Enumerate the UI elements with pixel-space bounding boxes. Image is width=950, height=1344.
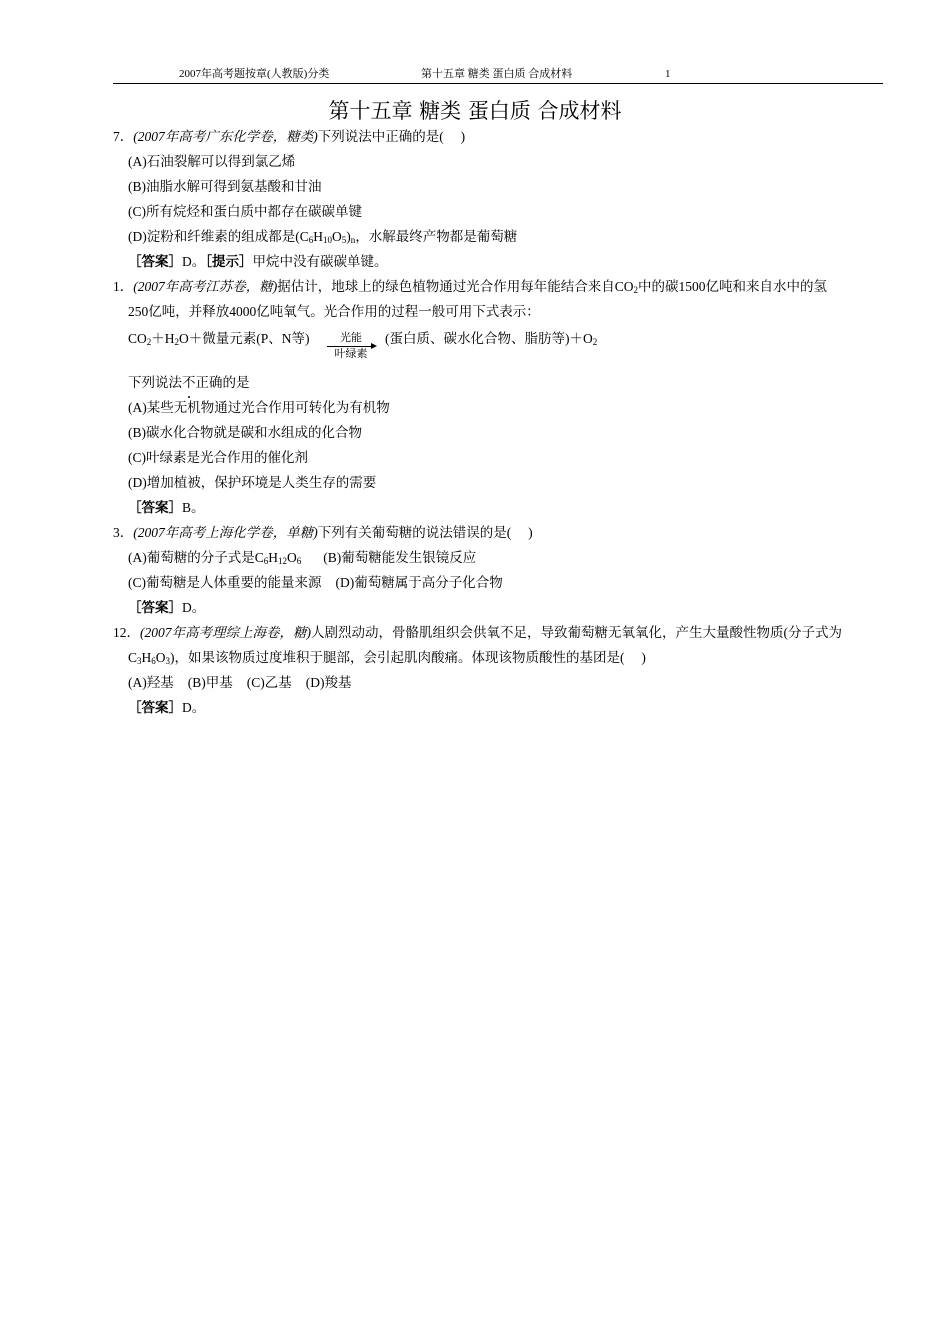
photosynthesis-equation (113, 324, 883, 370)
q7-option-a: (A)石油裂解可以得到氯乙烯 (128, 154, 296, 169)
document-body (113, 124, 883, 720)
answer-value: B。 (182, 500, 205, 515)
q12-options (113, 670, 883, 695)
q12-option-c: (C)乙基 (246, 675, 292, 690)
arrow-condition-bottom: 叶绿素 (334, 348, 368, 360)
q1-stem: 1．(2007年高考江苏卷，糖)据估计，地球上的绿色植物通过光合作用每年能结合来自$CO_2$中的碳1500亿吨和来自水中的氢 (113, 279, 828, 295)
answer-value: D。 (182, 254, 206, 269)
q1-source: (2007年高考江苏卷，糖) (133, 279, 278, 294)
q12-option-b: (B)甲基 (187, 675, 233, 690)
q7-source: (2007年高考广东化学卷，糖类) (133, 129, 318, 144)
q1-answer (113, 495, 883, 520)
q1-option-a: (A)某些无机物通过光合作用可转化为有机物 (128, 400, 390, 415)
emphasis-dot-text: 不 (182, 370, 196, 395)
q12-stem (113, 620, 883, 645)
header-book-title: 2007年高考题按章(人教版)分类 (179, 68, 330, 80)
q7-number: 7． (113, 129, 134, 144)
arrow-condition-top: 光能 (340, 332, 362, 344)
page-header (113, 66, 883, 82)
answer-label: ［答案］ (128, 600, 182, 615)
q7-option-c: (C)所有烷烃和蛋白质中都存在碳碳单键 (128, 204, 362, 219)
q3-options-cd (113, 570, 883, 595)
q1-question: 下列说法不正确的是 (113, 370, 883, 395)
equation-products: (蛋白质、碳水化合物、脂肪等)$+O_2$ (385, 331, 598, 347)
q12-option-a: (A)羟基 (128, 675, 174, 690)
q3-number: 3． (113, 525, 134, 540)
answer-value: D。 (182, 600, 206, 615)
q3-answer (113, 595, 883, 620)
q7-text: 下列说法中正确的是( ) (317, 129, 466, 144)
q3-option-d: (D)葡萄糖属于高分子化合物 (335, 575, 503, 590)
q12-stem-continued: $C_3H_6O_3$)，如果该物质过度堆积于腿部，会引起肌肉酸痛。体现该物质酸性的基团是( ) (128, 650, 646, 666)
header-chapter: 第十五章 糖类 蛋白质 合成材料 (421, 68, 573, 80)
q12-option-d: (D)羧基 (305, 675, 352, 690)
equation-reactants: $CO_2+H_2O+$微量元素(P、N等) (128, 331, 310, 347)
q12-text: 人剧烈动动，骨骼肌组织会供氧不足，导致葡萄糖无氧氧化，产生大量酸性物质(分子式为 (311, 625, 842, 640)
q1-option-d: (D)增加植被，保护环境是人类生存的需要 (128, 475, 377, 490)
hint-text: 甲烷中没有碳碳单键。 (252, 254, 388, 269)
header-page-number: 1 (665, 68, 671, 80)
q12-answer (113, 695, 883, 720)
q7-answer (113, 249, 883, 274)
arrow-shaft (327, 346, 373, 347)
q1-option-b: (B)碳水化合物就是碳和水组成的化合物 (128, 425, 362, 440)
header-rule (113, 83, 883, 84)
q3-text: 下列有关葡萄糖的说法错误的是( ) (317, 525, 533, 540)
hint-label: ［提示］ (205, 254, 253, 269)
answer-label: ［答案］ (128, 700, 182, 715)
answer-value: D。 (182, 700, 206, 715)
reaction-arrow (323, 330, 379, 364)
q7-option-d: (D)淀粉和纤维素的组成都是$(C_6H_{10}O_5)_n$，水解最终产物都是葡萄糖 (128, 229, 518, 245)
q3-option-b: (B)葡萄糖能发生银镜反应 (323, 550, 477, 565)
q3-stem (113, 520, 883, 545)
q3-option-c: (C)葡萄糖是人体重要的能量来源 (128, 575, 322, 590)
q1-number: 1． (113, 279, 134, 294)
chapter-title: 第十五章 糖类 蛋白质 合成材料 (328, 99, 622, 123)
answer-label: ［答案］ (128, 254, 182, 269)
q3-source: (2007年高考上海化学卷，单糖) (133, 525, 318, 540)
q7-option-b: (B)油脂水解可得到氨基酸和甘油 (128, 179, 322, 194)
q3-options-ab (113, 545, 883, 570)
q12-source: (2007年高考理综上海卷，糖) (140, 625, 311, 640)
q1-stem-continued: 250亿吨，并释放4000亿吨氧气。光合作用的过程一般可用下式表示： (128, 304, 540, 319)
q7-stem (113, 124, 883, 149)
answer-label: ［答案］ (128, 500, 182, 515)
q3-option-a: (A)葡萄糖的分子式是$C_6H_{12}O_6$ (128, 550, 302, 566)
q12-number: 12． (113, 625, 140, 640)
q1-option-c: (C)叶绿素是光合作用的催化剂 (128, 450, 308, 465)
